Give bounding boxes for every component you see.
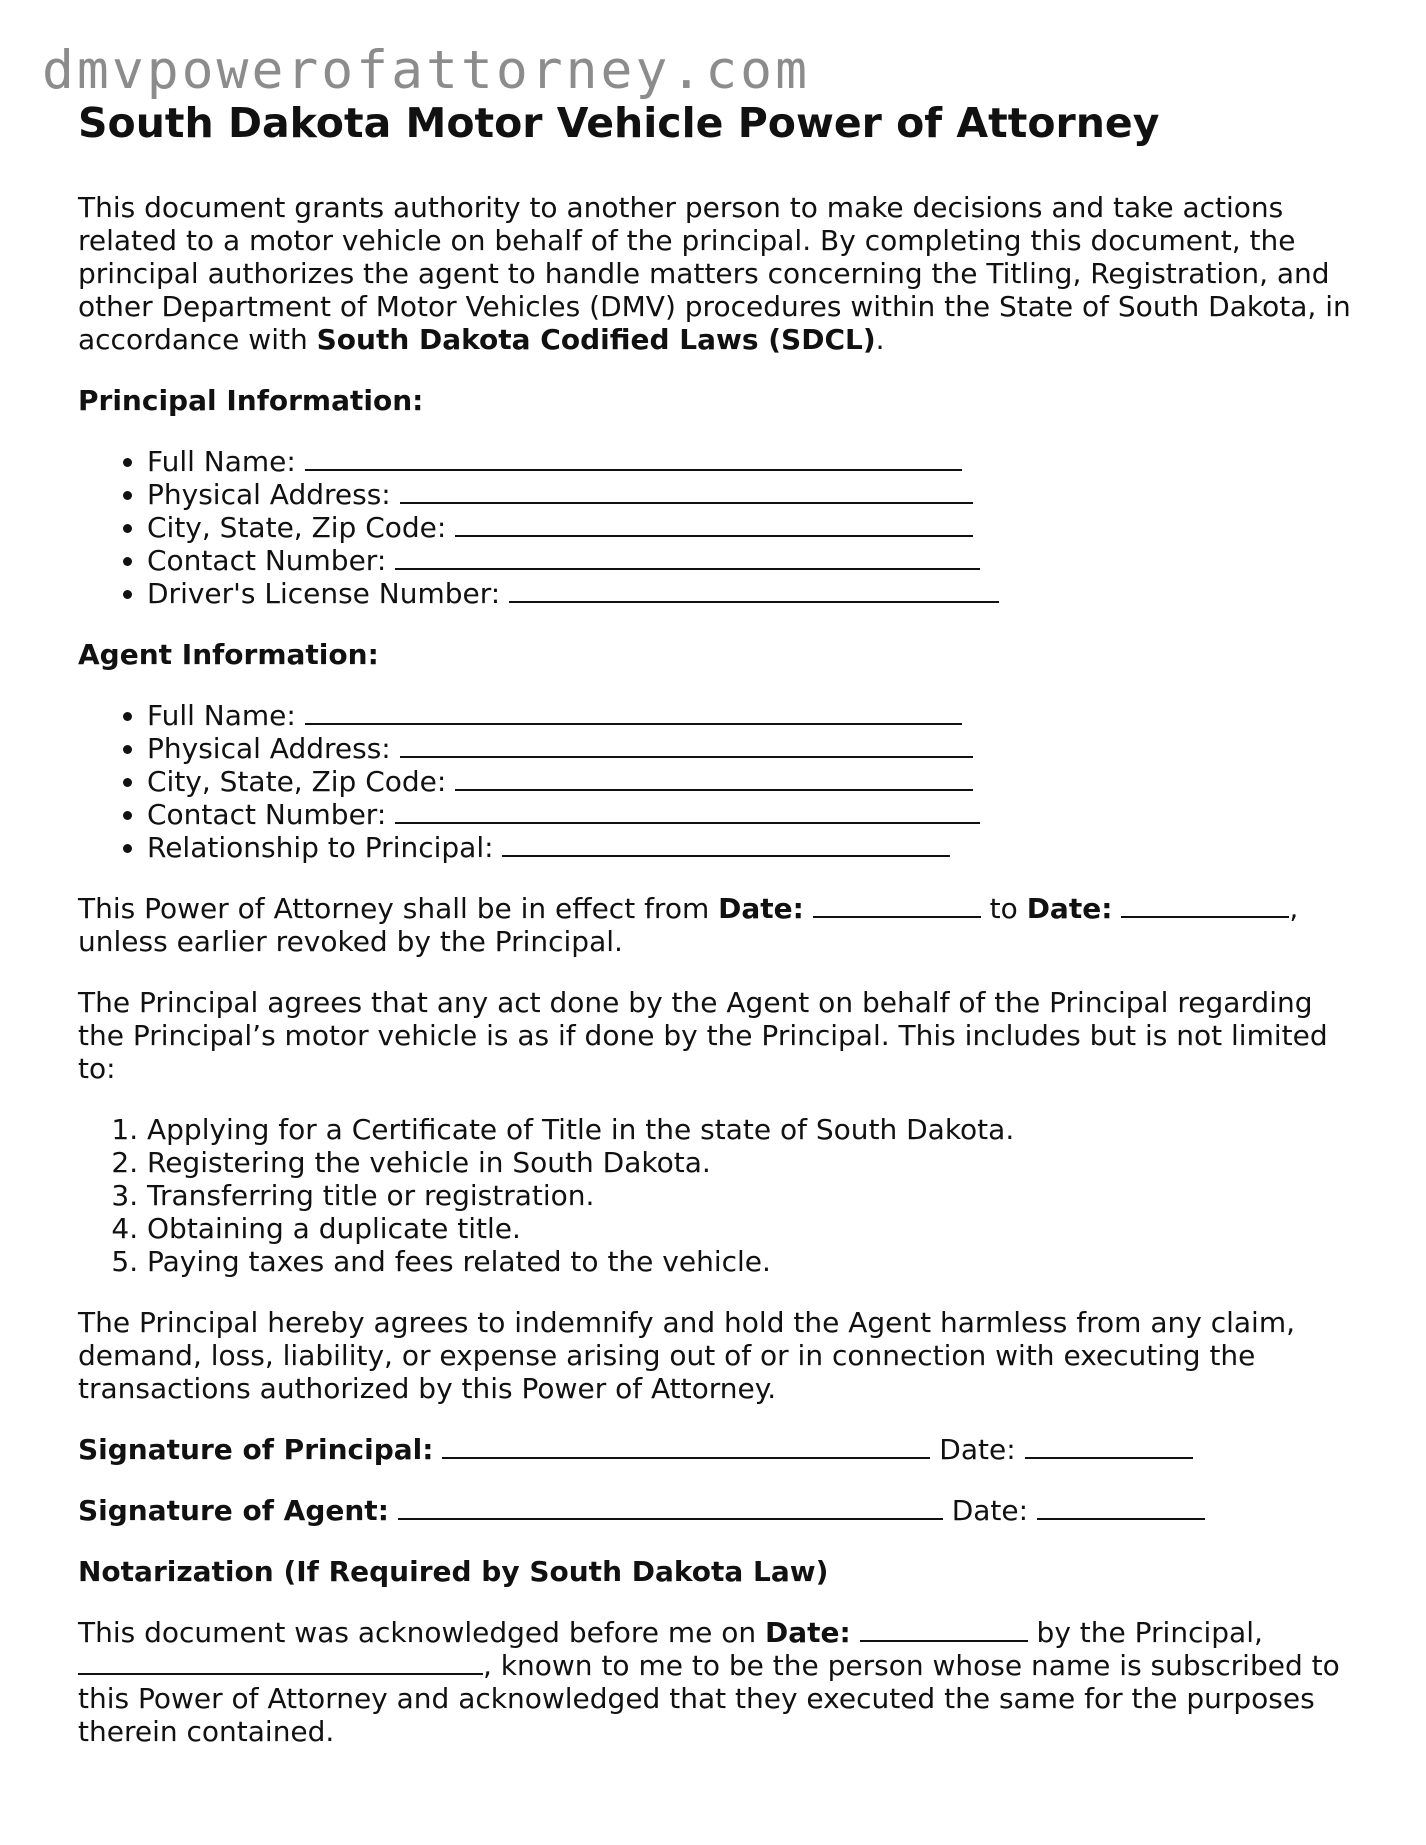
agent-date-blank[interactable] [1037, 1494, 1205, 1520]
start-date-label: Date: [718, 892, 804, 925]
principal-signature-blank[interactable] [442, 1433, 930, 1459]
principal-license-blank[interactable] [509, 577, 999, 603]
agent-physical-address: • Physical Address: [147, 732, 1358, 765]
agent-city-blank[interactable] [455, 765, 973, 791]
agent-city-state-zip: • City, State, Zip Code: [147, 765, 1358, 798]
act-item: 4. Obtaining a duplicate title. [147, 1212, 1358, 1245]
sdcl-reference: South Dakota Codified Laws (SDCL) [316, 323, 876, 356]
document-page [78, 98, 1358, 1776]
principal-signature-line [78, 1433, 1358, 1466]
principal-city-blank[interactable] [455, 511, 973, 537]
principal-full-name: • Full Name: [147, 445, 1358, 478]
notarization-heading: Notarization (If Required by South Dakota Law) [78, 1555, 829, 1588]
agent-full-name-blank[interactable] [305, 699, 962, 725]
act-item: 1. Applying for a Certificate of Title in the state of South Dakota. [147, 1113, 1358, 1146]
agent-contact-number: • Contact Number: [147, 798, 1358, 831]
authorized-acts-list [78, 1113, 1358, 1278]
act-item: 2. Registering the vehicle in South Dakota. [147, 1146, 1358, 1179]
notary-date-blank[interactable] [860, 1616, 1028, 1642]
watermark: dmvpowerofattorney.com [42, 40, 810, 101]
agent-address-blank[interactable] [400, 732, 973, 758]
indemnify-paragraph: The Principal hereby agrees to indemnify and hold the Agent harmless from any claim, demand, loss, liability, or expense arising out of or in connection with executing the transactions authorized by this Power of Attorney. [78, 1306, 1296, 1405]
agent-contact-blank[interactable] [395, 798, 980, 824]
agent-signature-blank[interactable] [398, 1494, 943, 1520]
agent-full-name: • Full Name: [147, 699, 1358, 732]
agent-heading: Agent Information: [78, 638, 379, 671]
agent-date-label: Date: [951, 1494, 1029, 1527]
principal-date-label: Date: [939, 1433, 1016, 1466]
principal-address-blank[interactable] [400, 478, 973, 504]
act-item: 3. Transferring title or registration. [147, 1179, 1358, 1212]
effective-dates-paragraph: This Power of Attorney shall be in effect from Date: to Date: , unless earlier revoked by the Principal. [78, 892, 1299, 958]
principal-physical-address: • Physical Address: [147, 478, 1358, 511]
agreement-paragraph: The Principal agrees that any act done by the Agent on behalf of the Principal regarding the Principal’s motor vehicle is as if done by the Principal. This includes but is not limited to: [78, 986, 1328, 1085]
principal-city-state-zip: • City, State, Zip Code: [147, 511, 1358, 544]
principal-contact-blank[interactable] [395, 544, 980, 570]
notary-date-label: Date: [765, 1616, 851, 1649]
notarization-paragraph: This document was acknowledged before me on Date: by the Principal, , known to me to be the person whose name is subscribed to this Power of Attorney and acknowledged that they executed the same for the purposes therein contained. [78, 1616, 1340, 1748]
principal-drivers-license: • Driver's License Number: [147, 577, 1358, 610]
act-item: 5. Paying taxes and fees related to the vehicle. [147, 1245, 1358, 1278]
agent-relationship-blank[interactable] [502, 831, 950, 857]
notary-principal-name-blank[interactable] [78, 1649, 483, 1675]
agent-fields [78, 699, 1358, 864]
end-date-blank[interactable] [1121, 892, 1289, 918]
principal-signature-label: Signature of Principal: [78, 1433, 434, 1466]
end-date-label: Date: [1026, 892, 1113, 925]
document-title: South Dakota Motor Vehicle Power of Attorney [78, 99, 1160, 147]
agent-relationship: • Relationship to Principal: [147, 831, 1358, 864]
principal-date-blank[interactable] [1025, 1433, 1193, 1459]
principal-full-name-blank[interactable] [305, 445, 962, 471]
principal-heading: Principal Information: [78, 384, 424, 417]
principal-fields [78, 445, 1358, 610]
agent-signature-label: Signature of Agent: [78, 1494, 389, 1527]
principal-contact-number: • Contact Number: [147, 544, 1358, 577]
agent-signature-line [78, 1494, 1358, 1527]
intro-paragraph: This document grants authority to another person to make decisions and take actions related to a motor vehicle on behalf of the principal. By completing this document, the principal authorizes the agent to handle matters concerning the Titling, Registration, and other Department of Motor Vehicles (DMV) procedures within the State of South Dakota, in accordance with South Dakota Codified Laws (SDCL). [78, 191, 1351, 356]
start-date-blank[interactable] [813, 892, 981, 918]
